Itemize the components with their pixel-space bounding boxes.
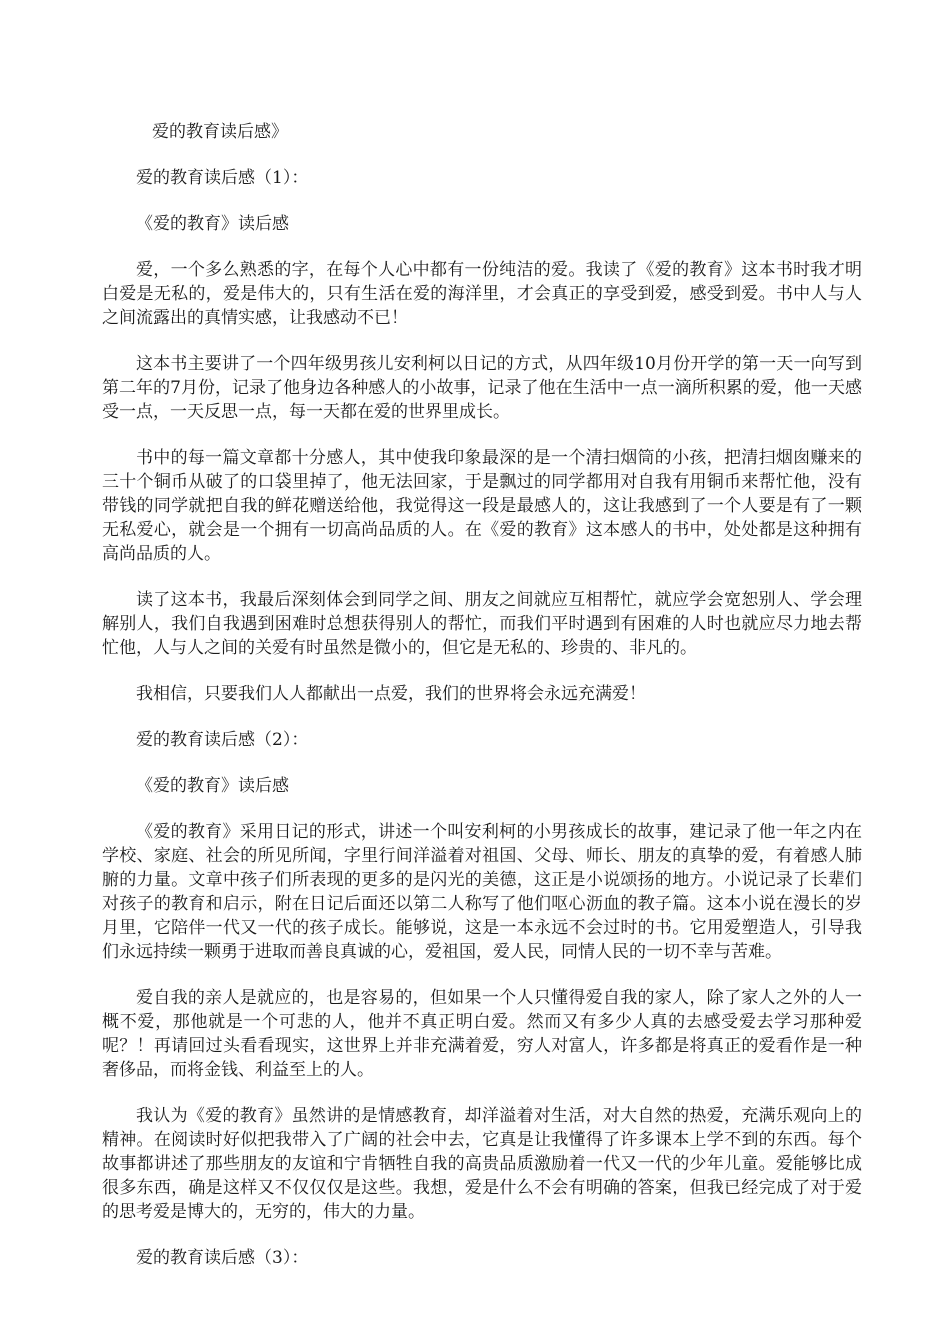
paragraph: 爱自我的亲人是就应的，也是容易的，但如果一个人只懂得爱自我的家人，除了家人之外的人一概不爱，那他就是一个可悲的人，他并不真正明白爱。然而又有多少人真的去感受爱去学习那种爱呢？！再请回过头看看现实，这世界上并非充满着爱，穷人对富人，许多都是将真正的爱看作是一种奢侈品，而将金钱、利益至上的人。	[102, 988, 862, 1080]
paragraph: 书中的每一篇文章都十分感人，其中使我印象最深的是一个清扫烟筒的小孩，把清扫烟囱赚来的三十个铜币从破了的口袋里掉了，他无法回家，于是飘过的同学都用对自我有用铜币来帮忙他，没有带钱的同学就把自我的鲜花赠送给他，我觉得这一段是最感人的，这让我感到了一个人要是有了一颗无私爱心，就会是一个拥有一切高尚品质的人。在《爱的教育》这本感人的书中，处处都是这种拥有高尚品质的人。	[102, 448, 862, 564]
section-subtitle: 《爱的教育》读后感	[136, 776, 289, 796]
paragraph: 爱，一个多么熟悉的字，在每个人心中都有一份纯洁的爱。我读了《爱的教育》这本书时我才明白爱是无私的，爱是伟大的，只有生活在爱的海洋里，才会真正的享受到爱，感受到爱。书中人与人之间流露出的真情实感，让我感动不已！	[102, 260, 862, 328]
section-heading: 爱的教育读后感（3）：	[136, 1248, 309, 1268]
section-heading: 爱的教育读后感（1）：	[136, 168, 309, 188]
section-heading: 爱的教育读后感（2）：	[136, 730, 309, 750]
paragraph: 《爱的教育》采用日记的形式，讲述一个叫安利柯的小男孩成长的故事，建记录了他一年之内在学校、家庭、社会的所见所闻，字里行间洋溢着对祖国、父母、师长、朋友的真挚的爱，有着感人肺腑的力量。文章中孩子们所表现的更多的是闪光的美德，这正是小说颂扬的地方。小说记录了长辈们对孩子的教育和启示，附在日记后面还以第二人称写了他们呕心沥血的教子篇。这本小说在漫长的岁月里，它陪伴一代又一代的孩子成长。能够说，这是一本永远不会过时的书。它用爱塑造人，引导我们永远持续一颗勇于进取而善良真诚的心，爱祖国，爱人民，同情人民的一切不幸与苦难。	[102, 822, 862, 962]
document-title: 爱的教育读后感》	[152, 122, 288, 142]
paragraph: 我认为《爱的教育》虽然讲的是情感教育，却洋溢着对生活，对大自然的热爱，充满乐观向上的精神。在阅读时好似把我带入了广阔的社会中去，它真是让我懂得了许多课本上学不到的东西。每个故事都讲述了那些朋友的友谊和宁肯牺牲自我的高贵品质激励着一代又一代的少年儿童。爱能够比成很多东西，确是这样又不仅仅仅是这些。我想，爱是什么不会有明确的答案，但我已经完成了对于爱的思考爱是博大的，无穷的，伟大的力量。	[102, 1106, 862, 1222]
closing-line: 我相信，只要我们人人都献出一点爱，我们的世界将会永远充满爱！	[136, 684, 646, 704]
paragraph: 读了这本书，我最后深刻体会到同学之间、朋友之间就应互相帮忙，就应学会宽恕别人、学会理解别人，我们自我遇到困难时总想获得别人的帮忙，而我们平时遇到有困难的人时也就应尽力地去帮忙他，人与人之间的关爱有时虽然是微小的，但它是无私的、珍贵的、非凡的。	[102, 590, 862, 658]
paragraph: 这本书主要讲了一个四年级男孩儿安利柯以日记的方式，从四年级10月份开学的第一天一向写到第二年的7月份，记录了他身边各种感人的小故事，记录了他在生活中一点一滴所积累的爱，他一天感受一点，一天反思一点，每一天都在爱的世界里成长。	[102, 354, 862, 422]
document-body	[102, 120, 862, 1292]
section-subtitle: 《爱的教育》读后感	[136, 214, 289, 234]
